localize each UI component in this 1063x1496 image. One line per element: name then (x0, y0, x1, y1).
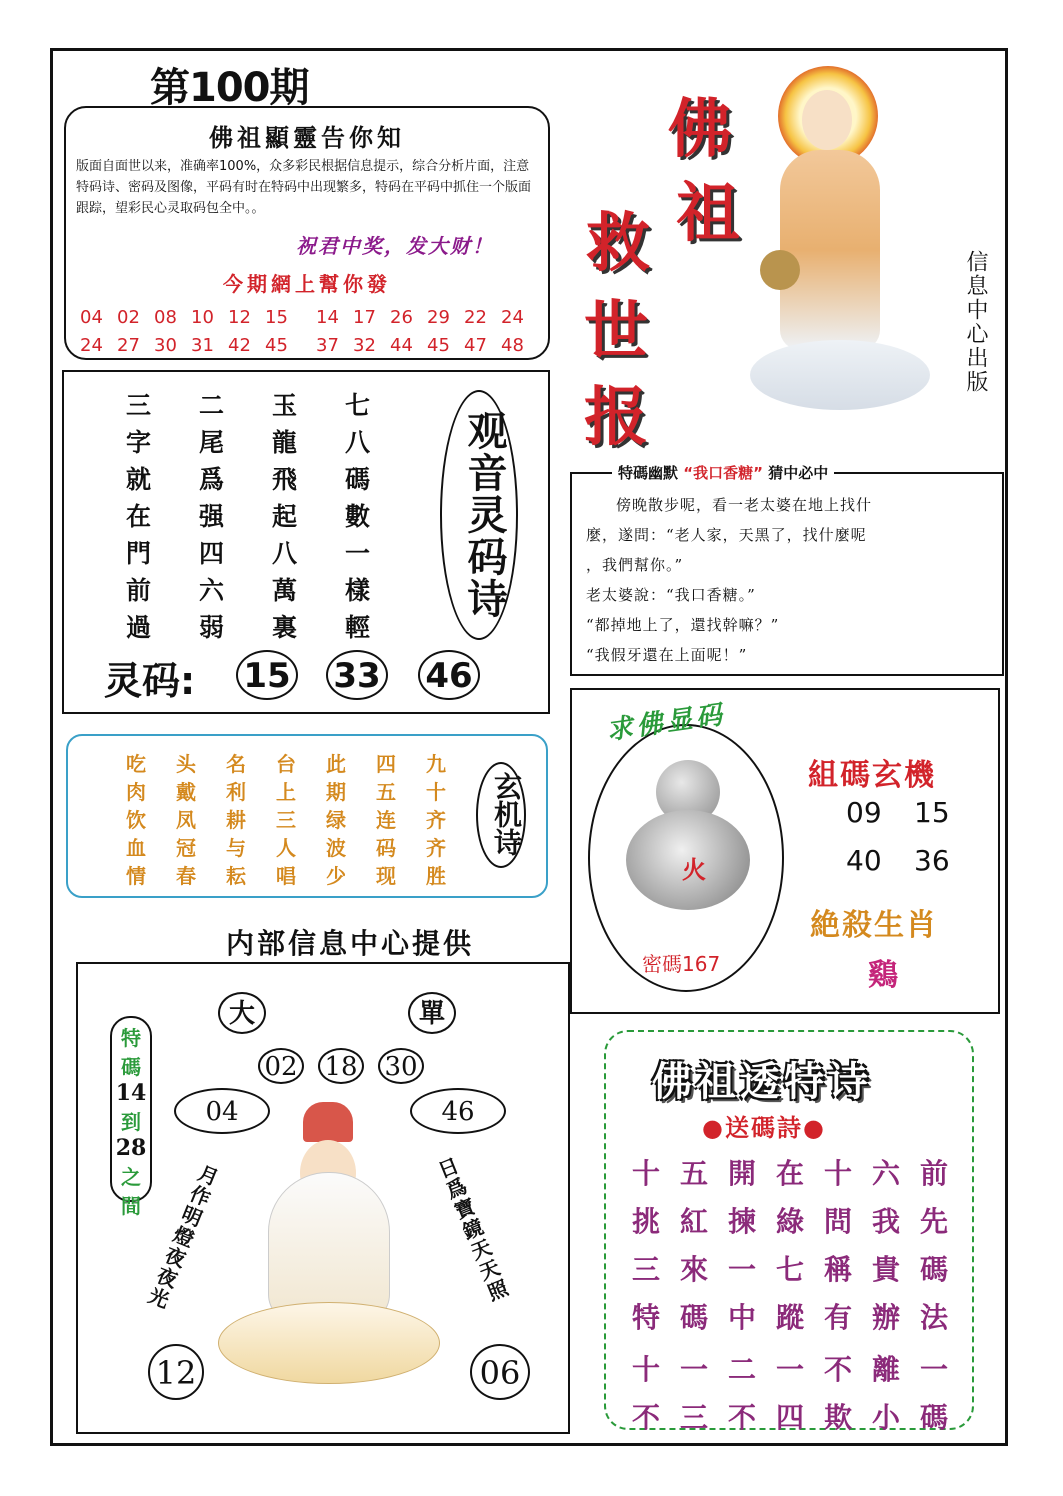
net-number: 31 (191, 335, 214, 356)
xuanji-char: 吃 (126, 752, 146, 776)
right-poem-char: 辦 (872, 1301, 901, 1334)
net-number: 27 (117, 335, 140, 356)
ling-ma-number: 46 (418, 650, 480, 700)
right-poem-char: 揀 (728, 1205, 757, 1238)
right-poem-char: 四 (776, 1401, 805, 1434)
poem-char: 八 (345, 428, 371, 457)
right-poem-char: 不 (632, 1401, 661, 1434)
joke-header-title: “我口香糖” (683, 464, 763, 482)
right-poem-char: 一 (920, 1353, 949, 1386)
xuanji-char: 耕 (226, 808, 246, 832)
right-poem-subtitle: ●送碼詩● (702, 1113, 826, 1142)
joke-header-prefix: 特碼幽默 (618, 464, 679, 482)
right-poem-char: 問 (824, 1205, 853, 1238)
net-numbers-row (80, 332, 538, 360)
xuanji-row (126, 748, 476, 776)
xuanji-title: 玄机诗 (490, 772, 523, 856)
right-poem-row (632, 1248, 968, 1296)
notice-wish: 祝君中奖，发大财！ (296, 234, 494, 258)
right-number: 46 (410, 1088, 506, 1134)
poem-char: 字 (126, 428, 152, 457)
xuanji-char: 此 (326, 752, 346, 776)
joke-line: ，我們幫你。” (586, 556, 684, 574)
poem-char: 八 (272, 539, 298, 568)
poem-char: 二 (199, 391, 225, 420)
poem-char: 三 (126, 391, 152, 420)
issue-number: 第100期 (150, 65, 309, 111)
xuanji-char: 码 (376, 836, 396, 860)
net-number: 14 (316, 307, 339, 328)
big-label: 大 (218, 992, 266, 1034)
poem-char: 前 (126, 576, 152, 605)
title-char: 报 (584, 380, 648, 455)
poem-title-ellipse (440, 390, 518, 640)
publisher: 信息中心出版 (963, 250, 988, 394)
right-poem-char: 小 (872, 1401, 901, 1434)
combo-number: 15 (914, 796, 950, 829)
joke-header-suffix: 猜中必中 (768, 464, 829, 482)
joke-box (570, 464, 1004, 676)
right-poem-char: 六 (872, 1157, 901, 1190)
combo-number: 40 (846, 844, 882, 877)
provider-text: 内部信息中心提供 (226, 927, 475, 960)
notice-body: 版面自面世以来，准确率100%，众多彩民根据信息提示，综合分析片面，注意特码诗、密码及图像，平码有时在特码中出现繁多，特码在平码中抓住一个版面跟踪，望彩民心灵取码包全中。。 (76, 159, 532, 216)
poem-char: 碼 (345, 465, 371, 494)
poem-char: 樣 (345, 576, 371, 605)
tema-to-label: 到 (121, 1110, 141, 1134)
xuanji-title-ellipse (476, 762, 526, 868)
corner-number-right: 06 (470, 1344, 530, 1400)
right-poem-title: 佛祖透特诗 (652, 1058, 872, 1105)
net-number: 02 (117, 307, 140, 328)
right-poem-char: 有 (824, 1301, 853, 1334)
tema-label: 碼 (121, 1055, 141, 1079)
right-poem-box (604, 1030, 974, 1434)
xuanji-char: 连 (376, 808, 396, 832)
right-poem-char: 特 (632, 1301, 661, 1334)
notice-title: 佛祖顯靈告你知 (209, 123, 405, 152)
right-poem-char: 十 (632, 1353, 661, 1386)
xuanji-char: 胜 (426, 864, 446, 888)
poem-row (126, 423, 418, 460)
xuanji-char: 十 (426, 780, 446, 804)
title-char: 祖 (676, 176, 740, 251)
net-title: 今期網上幫你發 (223, 272, 391, 296)
xuanji-char: 波 (326, 836, 346, 860)
title-char: 救 (586, 206, 650, 281)
right-poem-char: 先 (920, 1205, 949, 1238)
xuanji-char: 齐 (426, 808, 446, 832)
right-poem-char: 一 (680, 1353, 709, 1386)
odd-label: 單 (408, 992, 456, 1034)
xuanji-char: 冠 (176, 836, 196, 860)
right-poem-char: 三 (632, 1253, 661, 1286)
right-poem-char: 三 (680, 1401, 709, 1434)
right-poem-char: 碼 (920, 1253, 949, 1286)
right-poem-char: 不 (728, 1401, 757, 1434)
net-number: 45 (427, 335, 450, 356)
poem-char: 六 (199, 576, 225, 605)
net-number: 45 (265, 335, 288, 356)
xuanji-char: 四 (376, 752, 396, 776)
joke-text (586, 490, 996, 670)
poem-char: 爲 (199, 465, 225, 494)
right-poem-char: 蹤 (776, 1301, 805, 1334)
poem-char: 四 (199, 539, 225, 568)
right-poem-char: 我 (872, 1205, 901, 1238)
xuanji-char: 凤 (176, 808, 196, 832)
net-number: 17 (353, 307, 376, 328)
notice-box (64, 106, 550, 360)
tema-from: 14 (115, 1080, 147, 1106)
combo-number: 09 (846, 796, 882, 829)
right-poem-char: 七 (776, 1253, 805, 1286)
tema-end: 間 (121, 1194, 141, 1218)
net-number: 29 (427, 307, 450, 328)
xuanji-char: 期 (326, 780, 346, 804)
poem-row (126, 497, 418, 534)
guanyin-seated-image (208, 1102, 448, 1392)
poem-char: 尾 (199, 428, 225, 457)
net-numbers (80, 304, 538, 360)
right-poem-char: 離 (872, 1353, 901, 1386)
net-number: 47 (464, 335, 487, 356)
poem-char: 裏 (272, 613, 298, 642)
xuanji-char: 绿 (326, 808, 346, 832)
xuanji-char: 耘 (226, 864, 246, 888)
laughing-buddha-image (618, 760, 758, 920)
net-number: 42 (228, 335, 251, 356)
title-char: 佛 (668, 92, 732, 167)
right-poem-char: 前 (920, 1157, 949, 1190)
poem-row (126, 460, 418, 497)
xuanji-char: 利 (226, 780, 246, 804)
xuanji-char: 三 (276, 808, 296, 832)
poem-row (126, 534, 418, 571)
poem-char: 飛 (272, 465, 298, 494)
xuanji-char: 戴 (176, 780, 196, 804)
kill-animal: 鷄 (868, 958, 898, 993)
right-poem-char: 二 (728, 1353, 757, 1386)
xuanji-char: 齐 (426, 836, 446, 860)
poem-char: 就 (126, 465, 152, 494)
xuanji-char: 饮 (126, 808, 146, 832)
net-numbers-row (80, 304, 538, 332)
tema-label: 特 (121, 1026, 141, 1050)
right-poem-char: 碼 (920, 1401, 949, 1434)
right-poem-char: 貴 (872, 1253, 901, 1286)
poem-char: 門 (126, 539, 152, 568)
joke-line: “我假牙還在上面呢！” (586, 646, 748, 664)
right-poem-char: 一 (728, 1253, 757, 1286)
right-poem-char: 中 (728, 1301, 757, 1334)
net-number: 04 (80, 307, 103, 328)
left-verse: 月作明燈夜夜光 (142, 1160, 223, 1313)
poem-char: 萬 (272, 576, 298, 605)
right-poem-char: 在 (776, 1157, 805, 1190)
xuanji-char: 唱 (276, 864, 296, 888)
buddha-box (570, 688, 1000, 1014)
xuanji-char: 血 (126, 836, 146, 860)
joke-header (612, 462, 834, 483)
right-poem-row (632, 1200, 968, 1248)
right-poem-char: 十 (824, 1157, 853, 1190)
poem-char: 數 (345, 502, 371, 531)
xuanji-char: 头 (176, 752, 196, 776)
poem-char: 七 (345, 391, 371, 420)
net-number: 10 (191, 307, 214, 328)
right-poem-char: 十 (632, 1157, 661, 1190)
poem-char: 在 (126, 502, 152, 531)
poem-char: 一 (345, 539, 371, 568)
xuanji-char: 上 (276, 780, 296, 804)
poem-row (126, 608, 418, 645)
right-poem-char: 法 (920, 1301, 949, 1334)
right-poem-char: 五 (680, 1157, 709, 1190)
xuanji-char: 九 (426, 752, 446, 776)
right-poem-char: 開 (728, 1157, 757, 1190)
xuanji-char: 人 (276, 836, 296, 860)
xuanji-char: 少 (326, 864, 346, 888)
right-poem-char: 紅 (680, 1205, 709, 1238)
secret-code: 密碼167 (642, 952, 721, 976)
right-poem-row (632, 1152, 968, 1200)
ling-ma-label: 灵码: (104, 659, 196, 703)
xuanji-row (126, 776, 476, 804)
right-poem-char: 挑 (632, 1205, 661, 1238)
xuanji-char: 名 (226, 752, 246, 776)
net-number: 26 (390, 307, 413, 328)
poem-char: 輕 (345, 613, 371, 642)
net-number: 37 (316, 335, 339, 356)
top-number: 02 (258, 1048, 304, 1084)
ling-ma-number: 15 (236, 650, 298, 700)
right-poem-row (632, 1348, 968, 1396)
poem-char: 過 (126, 613, 152, 642)
xuanji-char: 春 (176, 864, 196, 888)
net-number: 12 (228, 307, 251, 328)
right-poem-row (632, 1396, 968, 1444)
right-poem-char: 碼 (680, 1301, 709, 1334)
guanyin-standing-image (740, 60, 940, 420)
net-number: 32 (353, 335, 376, 356)
xuanji-char: 肉 (126, 780, 146, 804)
joke-line: 傍晚散步呢，看一老太婆在地上找什 (616, 496, 873, 514)
right-poem-char: 不 (824, 1353, 853, 1386)
top-number: 30 (378, 1048, 424, 1084)
poem-grid (126, 386, 418, 645)
poem-row (126, 571, 418, 608)
net-number: 30 (154, 335, 177, 356)
xuanji-row (126, 804, 476, 832)
poem-row (126, 386, 418, 423)
xuanji-row (126, 860, 476, 888)
left-number: 04 (174, 1088, 270, 1134)
poem-char: 起 (272, 502, 298, 531)
poem-title: 观音灵码诗 (461, 410, 508, 620)
right-verse: 日爲寶鏡天天照 (431, 1154, 512, 1307)
tema-range-pill (110, 1016, 152, 1218)
bottom-left-box (76, 962, 570, 1434)
right-poem-char: 欺 (824, 1401, 853, 1434)
right-poem-char: 稱 (824, 1253, 853, 1286)
joke-line: “都掉地上了，還找幹嘛？” (586, 616, 780, 634)
net-number: 44 (390, 335, 413, 356)
net-number: 15 (265, 307, 288, 328)
poem-char: 强 (199, 502, 225, 531)
buddha-mark: 火 (682, 855, 706, 884)
xuanji-char: 情 (126, 864, 146, 888)
poem-char: 弱 (199, 613, 225, 642)
net-number: 24 (80, 335, 103, 356)
xuanji-grid (126, 748, 476, 888)
net-number: 24 (501, 307, 524, 328)
xuanji-char: 五 (376, 780, 396, 804)
poem-char: 玉 (272, 391, 298, 420)
right-poem-row (632, 1296, 968, 1344)
right-poem-char: 一 (776, 1353, 805, 1386)
top-number: 18 (318, 1048, 364, 1084)
title-char: 世 (584, 294, 648, 369)
combo-number: 36 (914, 844, 950, 877)
poem-char: 龍 (272, 428, 298, 457)
right-poem-char: 來 (680, 1253, 709, 1286)
corner-number-left: 12 (148, 1344, 204, 1400)
xuanji-row (126, 832, 476, 860)
tema-end: 之 (121, 1165, 141, 1189)
ling-ma-number: 33 (326, 650, 388, 700)
right-poem-char: 綠 (776, 1205, 805, 1238)
xuanji-char: 与 (226, 836, 246, 860)
net-number: 22 (464, 307, 487, 328)
kill-title: 絶殺生肖 (810, 908, 938, 943)
combo-title: 組碼玄機 (808, 758, 936, 793)
net-number: 48 (501, 335, 524, 356)
xuanji-char: 台 (276, 752, 296, 776)
buddha-arc-text: 求佛显码 (604, 699, 728, 747)
joke-line: 老太婆說：“我口香糖。” (586, 586, 756, 604)
tema-to: 28 (115, 1135, 147, 1161)
xuanji-box (66, 734, 548, 898)
xuanji-char: 现 (376, 864, 396, 888)
joke-line: 麼，遂問：“老人家，天黑了，找什麼呢 (586, 526, 867, 544)
net-number: 08 (154, 307, 177, 328)
right-poem-grid (632, 1152, 968, 1444)
